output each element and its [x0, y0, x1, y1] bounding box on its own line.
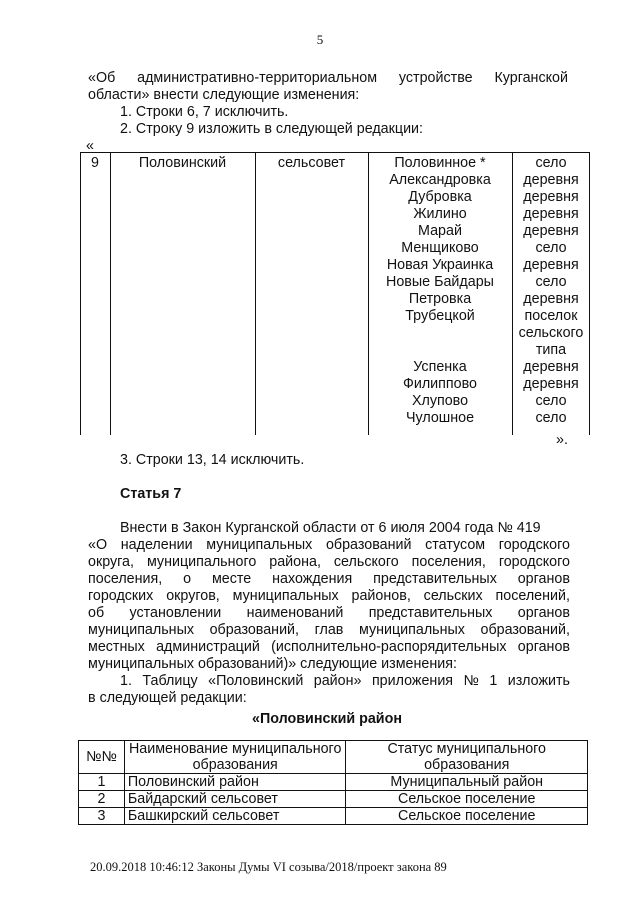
- spacer: [368, 342, 512, 359]
- footer-note: 20.09.2018 10:46:12 Законы Думы VI созыва/2018/проект закона 89: [90, 860, 447, 874]
- word: Курганской: [494, 70, 568, 86]
- word: Таблицу: [142, 673, 198, 689]
- word: район»: [313, 673, 362, 689]
- word: городского: [498, 554, 570, 570]
- row-number: 9: [91, 155, 99, 171]
- settlement-name: Новые Байдары: [386, 274, 494, 290]
- word: поселений,: [495, 588, 570, 604]
- table-border: [255, 153, 256, 435]
- settlement-name: Дубровка: [408, 189, 472, 205]
- word: нахождения: [272, 571, 353, 587]
- table-row: [79, 808, 588, 825]
- word: об: [88, 605, 105, 621]
- settlement-names: [368, 155, 512, 427]
- word: приложения: [371, 673, 454, 689]
- article-last-line: муниципальных образований)» следующие изменения:: [88, 656, 457, 672]
- spacer: [368, 325, 512, 342]
- district-kind: сельсовет: [277, 155, 346, 171]
- municipalities-table: [78, 740, 588, 825]
- cell-status: Муниципальный район: [346, 774, 588, 791]
- word: органов: [517, 605, 570, 621]
- settlement-name: Хлупово: [411, 393, 469, 409]
- settlement-name: Трубецкой: [405, 308, 475, 324]
- word: 1.: [120, 673, 132, 689]
- word: наименований: [246, 605, 344, 621]
- settlement-type-line: поселок: [524, 308, 578, 324]
- cell-name: Половинский район: [124, 774, 346, 791]
- word: муниципальных: [358, 622, 465, 638]
- settlement-name: Менщиково: [401, 240, 479, 256]
- word: 1: [489, 673, 498, 689]
- word: устройстве: [398, 70, 473, 86]
- word: представительных: [373, 571, 497, 587]
- settlement-name: Жилино: [413, 206, 467, 222]
- word: образований,: [480, 622, 570, 638]
- word: поселения,: [88, 571, 163, 587]
- settlement-type: деревня: [523, 257, 579, 273]
- word: муниципальных: [206, 537, 313, 553]
- settlement-type: деревня: [523, 359, 579, 375]
- article-line: [88, 622, 570, 639]
- word: округа,: [88, 554, 134, 570]
- word: образований: [325, 537, 412, 553]
- settlement-name: Филиппово: [402, 376, 477, 392]
- item-2: 2. Строку 9 изложить в следующей редакции:: [120, 121, 424, 137]
- word: «Об: [88, 70, 116, 86]
- word: административно-территориальном: [137, 70, 378, 86]
- word: установлении: [129, 605, 222, 621]
- settlement-type: село: [535, 393, 567, 409]
- article-line: [88, 639, 570, 656]
- settlement-name: Александровка: [389, 172, 491, 188]
- intro-line-2: области» внести следующие изменения:: [88, 87, 360, 103]
- article-line: [88, 588, 570, 605]
- table-row: [79, 791, 588, 808]
- word: изложить: [507, 673, 570, 689]
- word: районов,: [351, 588, 411, 604]
- word: (исполнительно-распорядительных: [271, 639, 507, 655]
- word: о: [183, 571, 192, 587]
- settlement-name: Чулошное: [405, 410, 475, 426]
- cell-name: Байдарский сельсовет: [124, 791, 346, 808]
- settlement-type-line: сельского: [518, 325, 584, 341]
- cell-status: Сельское поселение: [346, 791, 588, 808]
- table-row: [79, 774, 588, 791]
- settlement-type: деревня: [523, 291, 579, 307]
- cell-name: Башкирский сельсовет: [124, 808, 346, 825]
- subitem-1-line: [120, 673, 570, 690]
- settlement-type: деревня: [523, 223, 579, 239]
- article-first-line: Внести в Закон Курганской области от 6 июля 2004 года № 419: [120, 520, 541, 536]
- word: «Половинский: [208, 673, 304, 689]
- table-border: [80, 153, 81, 435]
- word: месте: [211, 571, 252, 587]
- settlement-name: Марай: [418, 223, 462, 239]
- col-header-number: №№: [79, 741, 125, 774]
- word: статусом: [425, 537, 486, 553]
- cell-number: 1: [79, 774, 125, 791]
- word: местных: [88, 639, 145, 655]
- word: городского: [498, 537, 570, 553]
- settlement-type: деревня: [523, 376, 579, 392]
- word: муниципальных: [232, 588, 339, 604]
- article-line: [88, 537, 570, 554]
- col-header-name: Наименование муниципального образования: [124, 741, 346, 774]
- cell-status: Сельское поселение: [346, 808, 588, 825]
- cell-number: 2: [79, 791, 125, 808]
- word: органов: [517, 571, 570, 587]
- settlement-type: деревня: [523, 189, 579, 205]
- col-header-status: Статус муниципального образования: [346, 741, 588, 774]
- word: муниципальных: [88, 622, 194, 638]
- table-header-row: [79, 741, 588, 774]
- word: глав: [314, 622, 344, 638]
- district-name: Половинский: [138, 155, 227, 171]
- word: органов: [517, 639, 570, 655]
- item-3: 3. Строки 13, 14 исключить.: [120, 452, 305, 468]
- article-line: [88, 571, 570, 588]
- table-border: [110, 153, 111, 435]
- article-line: [88, 554, 570, 571]
- intro-line-1: [88, 70, 568, 87]
- settlement-type: село: [535, 155, 567, 171]
- settlement-type: село: [535, 240, 567, 256]
- word: сельских: [423, 588, 483, 604]
- word: района,: [269, 554, 321, 570]
- settlement-types: [512, 155, 590, 427]
- settlement-type: деревня: [523, 172, 579, 188]
- page-number: 5: [316, 32, 324, 47]
- word: муниципального: [146, 554, 257, 570]
- word: сельского: [333, 554, 399, 570]
- close-quote: ».: [556, 432, 568, 448]
- word: «О: [88, 537, 108, 553]
- word: №: [463, 673, 479, 689]
- settlement-name: Половинное *: [394, 155, 486, 171]
- word: представительных: [368, 605, 493, 621]
- table-title: «Половинский район: [252, 711, 402, 727]
- settlement-name: Петровка: [408, 291, 472, 307]
- settlement-name: Успенка: [413, 359, 467, 375]
- cell-number: 3: [79, 808, 125, 825]
- word: образований,: [209, 622, 300, 638]
- settlement-type: село: [535, 274, 567, 290]
- word: администраций: [156, 639, 260, 655]
- open-quote: «: [86, 138, 94, 154]
- settlement-type: деревня: [523, 206, 579, 222]
- article-line: [88, 605, 570, 622]
- article-title: Статья 7: [120, 486, 182, 502]
- word: округов,: [166, 588, 220, 604]
- item-1: 1. Строки 6, 7 исключить.: [120, 104, 289, 120]
- settlement-type-line: типа: [535, 342, 567, 358]
- row9-table: [80, 152, 590, 435]
- subitem-1-last: в следующей редакции:: [88, 690, 247, 706]
- word: наделении: [120, 537, 193, 553]
- settlement-type: село: [535, 410, 567, 426]
- word: городских: [88, 588, 154, 604]
- word: поселения,: [411, 554, 486, 570]
- settlement-name: Новая Украинка: [386, 257, 494, 273]
